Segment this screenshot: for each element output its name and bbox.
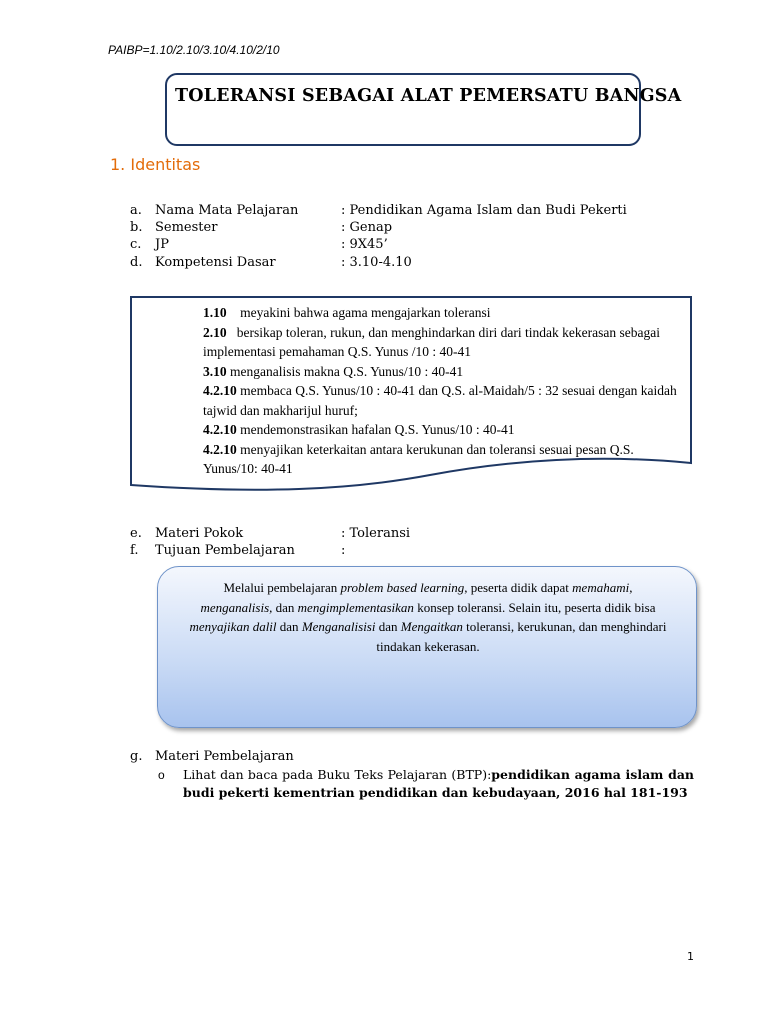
document-code: PAIBP=1.10/2.10/3.10/4.10/2/10 xyxy=(108,43,280,57)
section-heading: 1. Identitas xyxy=(110,155,201,174)
materi-reference: Lihat dan baca pada Buku Teks Pelajaran (BTP):pendidikan agama islam dan budi pekerti kementrian pendidikan dan kebudayaan, 2016 hal 181-193 xyxy=(183,767,695,800)
page-title: TOLERANSI SEBAGAI ALAT PEMERSATU BANGSA xyxy=(175,86,682,106)
competency-item: 4.2.10 menyajikan keterkaitan antara kerukunan dan toleransi sesuai pesan Q.S. Yunus/10: 40-41 xyxy=(203,441,634,476)
bullet-marker: o xyxy=(158,768,165,782)
competency-list xyxy=(203,303,683,479)
competency-item: 4.2.10 mendemonstrasikan hafalan Q.S. Yunus/10 : 40-41 xyxy=(203,422,515,437)
competency-item: 2.10 bersikap toleran, rukun, dan menghindarkan diri dari tindak kekerasan sebagai implementasi pemahaman Q.S. Yunus /10 : 40-41 xyxy=(203,324,660,359)
page-number: 1 xyxy=(687,950,694,963)
learning-goal-text: Melalui pembelajaran problem based learning, peserta didik dapat memahami, menganalisis, dan mengimplementasikan konsep toleransi. Selain itu, peserta didik bisa menyajikan dalil dan Menganalisisi dan Mengaitkan toleransi, kerukunan, dan menghindari tindakan kekerasan. xyxy=(189,580,667,654)
competency-item: 3.10 menganalisis makna Q.S. Yunus/10 : 40-41 xyxy=(203,363,464,379)
competency-item: 1.10 meyakini bahwa agama mengajarkan toleransi xyxy=(203,305,491,320)
competency-item: 4.2.10 membaca Q.S. Yunus/10 : 40-41 dan Q.S. al-Maidah/5 : 32 sesuai dengan kaidah tajwid dan makharijul huruf; xyxy=(203,383,677,418)
title-box xyxy=(165,73,641,146)
